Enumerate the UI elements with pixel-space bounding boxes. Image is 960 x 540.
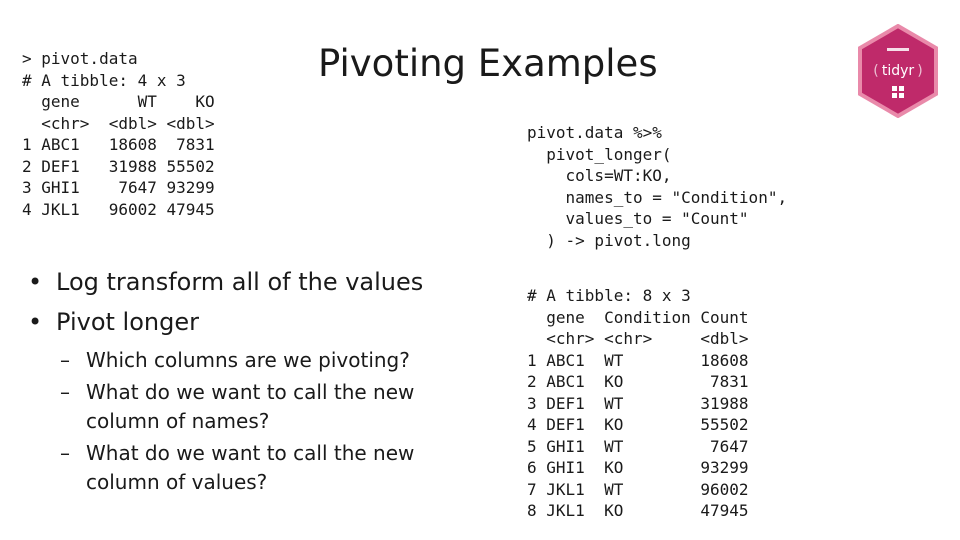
bullet-list (28, 262, 440, 500)
sub-bullet-mark: – (60, 348, 70, 372)
sub-bullet-mark: – (60, 441, 70, 465)
sub-bullet-text: What do we want to call the new column of values? (86, 441, 415, 494)
sub-bullet-text: Which columns are we pivoting? (86, 348, 410, 372)
bullet-text: Pivot longer (56, 308, 199, 336)
logo-left-paren-icon: ( (873, 63, 879, 79)
sub-bullet-item (60, 378, 440, 436)
pivot-long-output: # A tibble: 8 x 3 gene Condition Count <chr> <chr> <dbl> 1 ABC1 WT 18608 2 ABC1 KO 7831 3 DEF1 WT 31988 4 DEF1 KO 55502 5 GHI1 WT 7647 6 GHI1 KO 93299 7 JKL1 WT 96002 8 JKL1 KO 47945 (527, 286, 749, 520)
logo-text: tidyr (881, 63, 915, 79)
sub-bullet-mark: – (60, 380, 70, 404)
bullet-item (28, 302, 440, 342)
slide-title: Pivoting Examples (318, 42, 658, 85)
bullet-mark: • (28, 308, 43, 336)
logo-top-bar (887, 48, 909, 51)
logo-right-paren-icon: ) (917, 63, 923, 79)
console-tibble-output: > pivot.data # A tibble: 4 x 3 gene WT KO <chr> <dbl> <dbl> 1 ABC1 18608 7831 2 DEF1 31988 55502 3 GHI1 7647 93299 4 JKL1 96002 47945 (22, 49, 215, 219)
tidyr-hex-logo (856, 24, 940, 118)
bullet-text: Log transform all of the values (56, 268, 424, 296)
sub-bullet-item (60, 346, 440, 375)
bullet-item (28, 262, 440, 302)
sub-bullet-list (60, 346, 440, 497)
sub-bullet-text: What do we want to call the new column of names? (86, 380, 415, 433)
sub-bullet-item (60, 439, 440, 497)
pivot-longer-code: pivot.data %>% pivot_longer( cols=WT:KO, names_to = "Condition", values_to = "Count" ) -> pivot.long (527, 123, 788, 250)
bullet-mark: • (28, 268, 43, 296)
